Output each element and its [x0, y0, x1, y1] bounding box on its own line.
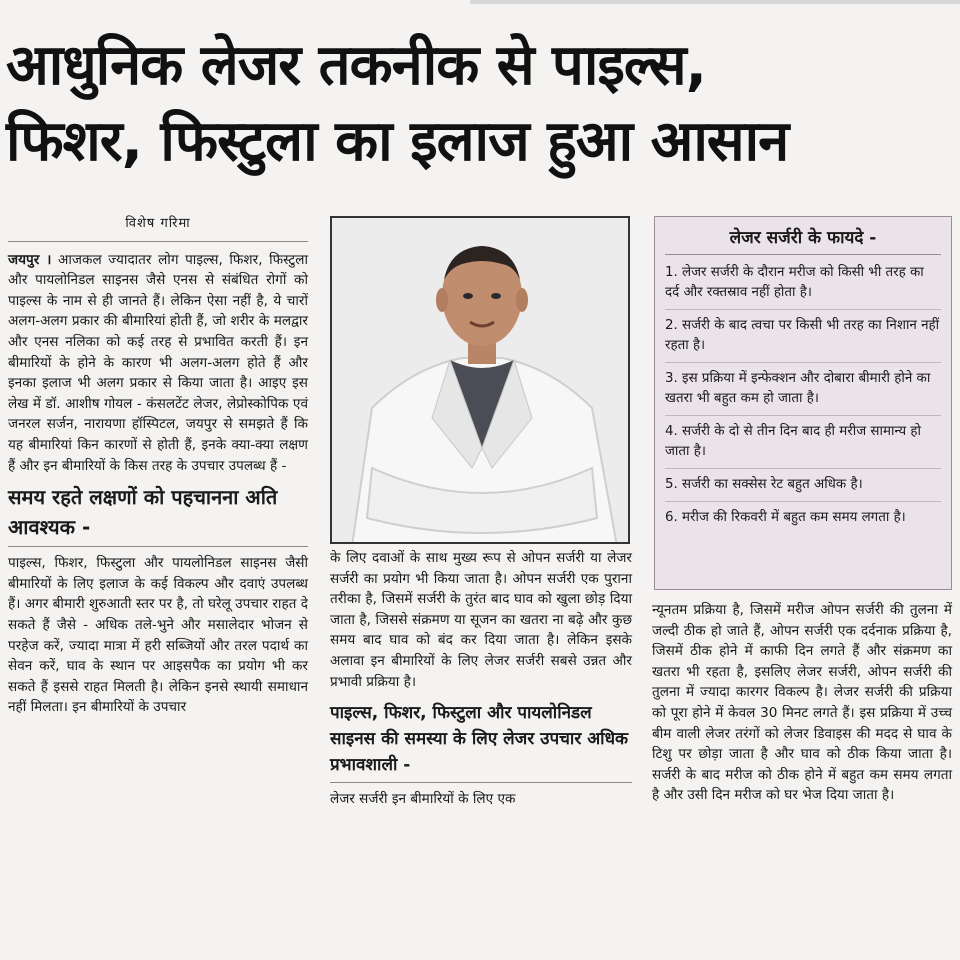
right-column	[652, 600, 952, 806]
middle-subhead: पाइल्स, फिशर, फिस्टुला और पायलोनिडल साइनस की समस्या के लिए लेजर उपचार अधिक प्रभावशाली -	[330, 700, 632, 783]
benefit-item: 1. लेजर सर्जरी के दौरान मरीज को किसी भी तरह का दर्द और रक्तस्राव नहीं होता है।	[665, 263, 941, 310]
headline	[6, 28, 954, 180]
middle-column	[330, 548, 632, 810]
doctor-portrait-image	[332, 218, 630, 544]
doctor-photo	[330, 216, 630, 544]
benefits-box	[654, 216, 952, 590]
right-body: न्यूनतम प्रक्रिया है, जिसमें मरीज ओपन सर्जरी की तुलना में जल्दी ठीक हो जाते हैं, ओपन सर्जरी एक दर्दनाक प्रक्रिया है, जिसमें ठीक होने में काफी दिन लगते हैं और संक्रमण का खतरा भी रहता है, इसलिए लेजर सर्जरी, ओपन सर्जरी की तुलना में ज्यादा कारगर विकल्प है। लेजर सर्जरी की प्रक्रिया को पूरा होने में केवल 30 मिनट लगते हैं। इस प्रक्रिया में उच्च बीम वाली लेजर तरंगों को लेजर डिवाइस की मदद से घाव के टिशु पर छोड़ा जाता है और घाव को ठीक किया जाता है। सर्जरी के बाद मरीज को ठीक होने में बहुत कम समय लगता है और उसी दिन मरीज को घर भेज दिया जाता है।	[652, 602, 952, 804]
left-subhead: समय रहते लक्षणों को पहचानना अति आवश्यक -	[8, 482, 308, 547]
benefit-item: 5. सर्जरी का सक्सेस रेट बहुत अधिक है।	[665, 475, 941, 502]
benefit-item: 4. सर्जरी के दो से तीन दिन बाद ही मरीज सामान्य हो जाता है।	[665, 422, 941, 469]
middle-tail: लेजर सर्जरी इन बीमारियों के लिए एक	[330, 791, 516, 808]
intro-paragraph	[8, 250, 308, 477]
benefit-item: 2. सर्जरी के बाद त्वचा पर किसी भी तरह का निशान नहीं रहता है।	[665, 316, 941, 363]
headline-line-1: आधुनिक लेजर तकनीक से पाइल्स,	[6, 33, 706, 98]
left-column	[8, 214, 308, 718]
dateline: जयपुर ।	[8, 251, 52, 268]
byline: विशेष गरिमा	[8, 214, 308, 242]
intro-text: आजकल ज्यादातर लोग पाइल्स, फिशर, फिस्टुला और पायलोनिडल साइनस जैसे एनस से संबंधित रोगों को पाइल्स के नाम से ही जानते हैं। लेकिन ऐसा नहीं है, ये चारों अलग-अलग प्रकार की बीमारियां होती हैं, जो शरीर के मलद्वार और एनस नलिका को कई तरह से प्रभावित करती हैं। इन बीमारियों के होने के कारण भी अलग-अलग होते हैं और इनका इलाज भी अलग प्रकार से किया जाता है। आइए इस लेख में डॉ. आशीष गोयल - कंसलटेंट लेजर, लेप्रोस्कोपिक एवं जनरल सर्जन, नारायणा हॉस्पिटल, जयपुर से समझते हैं कि यह बीमारियां किन कारणों से होती हैं, इनके क्या-क्या लक्षण हैं और इन बीमारियों के किस तरह के उपचार उपलब्ध हैं -	[8, 251, 308, 474]
benefits-title: लेजर सर्जरी के फायदे -	[665, 225, 941, 255]
top-rule	[470, 0, 960, 4]
left-body: पाइल्स, फिशर, फिस्टुला और पायलोनिडल साइनस जैसी बीमारियों के लिए इलाज के कई विकल्प और दवाएं उपलब्ध हैं। अगर बीमारी शुरुआती स्तर पर है, तो घरेलू उपचार राहत दे सकते हैं जैसे - अधिक तले-भुने और मसालेदार भोजन से परहेज करें, ज्यादा मात्रा में हरी सब्जियों और तरल पदार्थ का सेवन करें, घाव के स्थान पर आइसपैक का प्रयोग भी कर सकते हैं इससे राहत मिलती है। लेकिन इनसे स्थायी समाधान नहीं मिलता। इन बीमारियों के उपचार	[8, 555, 308, 716]
middle-body: के लिए दवाओं के साथ मुख्य रूप से ओपन सर्जरी या लेजर सर्जरी का प्रयोग भी किया जाता है। ओपन सर्जरी एक पुराना तरीका है, जिसमें सर्जरी के तुरंत बाद घाव को खुला छोड़ दिया जाता है, जिससे संक्रमण या सूजन का खतरा ना बढ़े और कुछ समय बाद घाव को बंद कर दिया जाता है। लेकिन इसके अलावा इन बीमारियों के लिए लेजर सर्जरी सबसे उन्नत और प्रभावी प्रक्रिया है।	[330, 550, 632, 690]
headline-line-2: फिशर, फिस्टुला का इलाज हुआ आसान	[6, 109, 789, 174]
benefit-item: 6. मरीज की रिकवरी में बहुत कम समय लगता है।	[665, 510, 906, 525]
benefit-item: 3. इस प्रक्रिया में इन्फेक्शन और दोबारा बीमारी होने का खतरा भी बहुत कम हो जाता है।	[665, 369, 941, 416]
